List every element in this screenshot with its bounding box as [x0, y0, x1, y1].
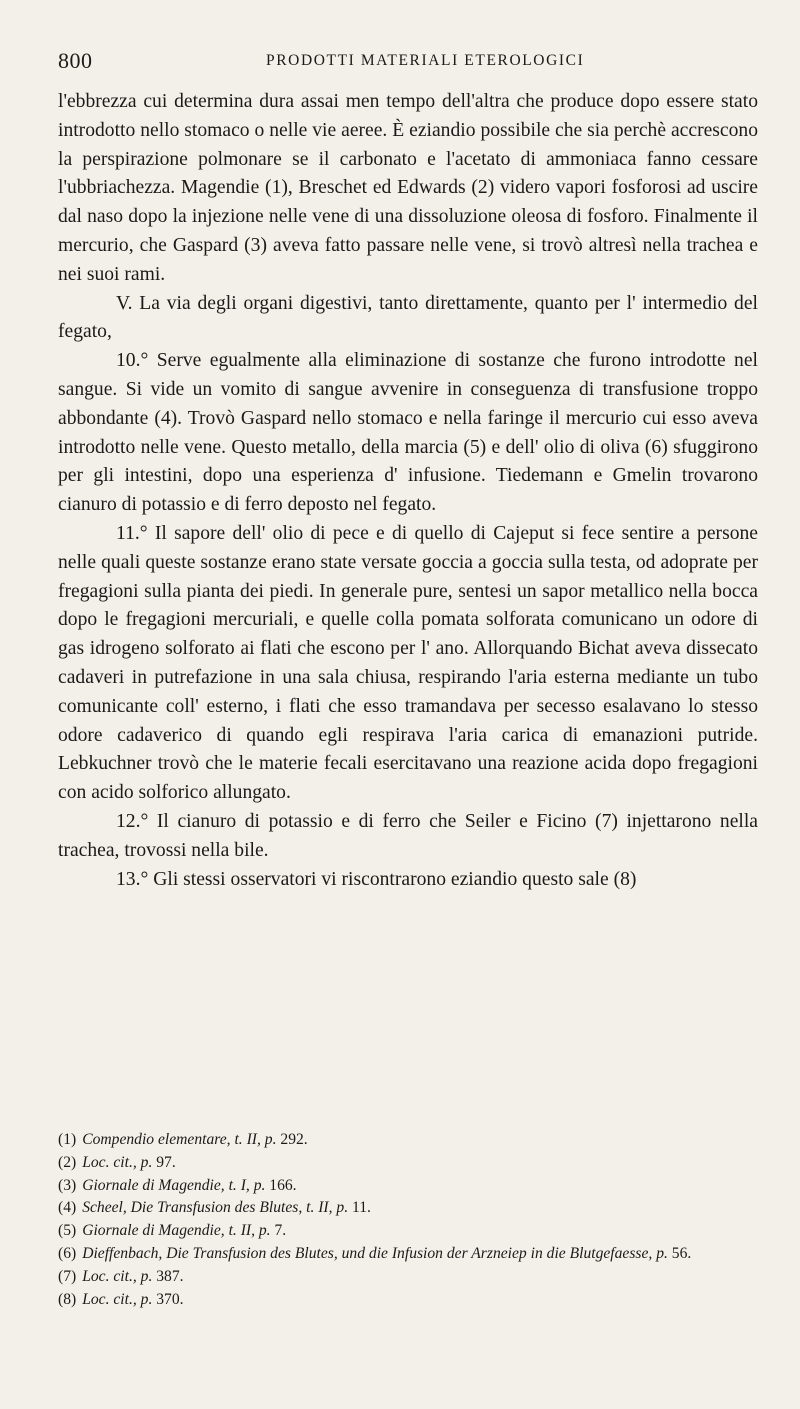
page-number: 800: [58, 48, 93, 73]
footnote-citation: Giornale di Magendie, t. I, p.: [82, 1176, 266, 1194]
footnote-page: 370.: [152, 1290, 184, 1308]
footnote-page: 7.: [270, 1222, 287, 1240]
footnotes: [58, 1129, 758, 1311]
paragraph: V. La via degli organi digestivi, tanto direttamente, quanto per l' intermedio del fegato,: [58, 292, 758, 343]
footnote: [58, 1175, 758, 1198]
paragraph: l'ebbrezza cui determina dura assai men tempo dell'altra che produce dopo essere stato introdotto nello stomaco o nelle vie aeree. È eziandio possibile che sia perchè accrescono la perspirazione polmonare se il carbonato e l'acetato di ammoniaca fanno cessare l'ubbriachezza. Magendie (1), Breschet ed Edwards (2) videro vapori fosforosi ad uscire dal naso dopo la injezione nelle vene di una dissoluzione oleosa di fosforo. Finalmente il mercurio, che Gaspard (3) aveva fatto passare nelle vene, si trovò altresì nella trachea e nei suoi rami.: [58, 91, 758, 285]
footnote-citation: Loc. cit., p.: [82, 1153, 153, 1171]
footnote-number: (6): [58, 1244, 77, 1262]
footnote-page: 97.: [152, 1153, 176, 1171]
footnote-page: 292.: [276, 1131, 308, 1148]
footnote-number: (7): [58, 1267, 77, 1285]
body-text: [58, 88, 758, 894]
page-header: [58, 8, 760, 73]
running-head: PRODOTTI MATERIALI ETEROLOGICI: [266, 52, 585, 69]
footnote-page: 166.: [265, 1176, 297, 1194]
footnote: [58, 1266, 758, 1289]
footnote-number: (4): [58, 1199, 77, 1217]
footnote-number: (3): [58, 1176, 77, 1194]
paragraph: 10.° Serve egualmente alla eliminazione di sostanze che furono introdotte nel sangue. Si vide un vomito di sangue avvenire in conseguenza di transfusione troppo abbondante (4). Trovò Gaspard nello stomaco e nella faringe il mercurio cui esso aveva introdotto nelle vene. Questo metallo, della marcia (5) e dell' olio di oliva (6) sfuggirono per gli intestini, dopo una esperienza d' infusione. Tiedemann e Gmelin trovarono cianuro di potassio e di ferro deposto nel fegato.: [58, 350, 758, 516]
footnote-number: (8): [58, 1290, 77, 1308]
footnote-number: (5): [58, 1222, 77, 1240]
footnote-number: (1): [58, 1131, 77, 1148]
footnote-citation: Loc. cit., p.: [82, 1267, 153, 1285]
paragraph: 13.° Gli stessi osservatori vi riscontrarono eziandio questo sale (8): [116, 868, 637, 890]
paragraph: 12.° Il cianuro di potassio e di ferro che Seiler e Ficino (7) injettarono nella trachea, trovossi nella bile.: [58, 810, 758, 861]
footnote: [58, 1243, 758, 1266]
footnote: [58, 1220, 758, 1243]
footnote-citation: Dieffenbach, Die Transfusion des Blutes, und die Infusion der Arzneiep in die Blutgefaesse, p.: [82, 1244, 668, 1262]
footnote-page: 387.: [152, 1267, 184, 1285]
footnote-citation: Giornale di Magendie, t. II, p.: [82, 1222, 271, 1240]
footnote-number: (2): [58, 1153, 77, 1171]
footnote-citation: Compendio elementare, t. II, p.: [82, 1131, 277, 1148]
footnote: [58, 1129, 758, 1152]
footnote: [58, 1197, 758, 1220]
footnote: [58, 1152, 758, 1175]
footnote: [58, 1289, 758, 1312]
footnote-citation: Loc. cit., p.: [82, 1290, 153, 1308]
paragraph: 11.° Il sapore dell' olio di pece e di quello di Cajeput si fece sentire a persone nelle quali queste sostanze erano state versate goccia a goccia sulla testa, od adoprate per fregagioni sulla pianta dei piedi. In generale pure, sentesi un sapor metallico nella bocca dopo le fregagioni mercuriali, e quelle colla pomata solforata comunicano un odore di gas idrogeno solforato ai flati che escono per l' ano. Allorquando Bichat aveva dissecato cadaveri in putrefazione in una sala chiusa, respirando l'aria esterna mediante un tubo comunicante coll' esterno, i flati che esso tramandava per secesso esalavano lo stesso odore cadaverico di quando egli respirava l'aria carica di emanazioni putride. Lebkuchner trovò che le materie fecali esercitavano una reazione acida dopo fregagioni con acido solforico allungato.: [58, 522, 758, 804]
footnote-citation: Scheel, Die Transfusion des Blutes, t. II, p.: [82, 1199, 349, 1217]
footnote-page: 56.: [667, 1244, 692, 1262]
footnote-page: 11.: [348, 1199, 371, 1217]
